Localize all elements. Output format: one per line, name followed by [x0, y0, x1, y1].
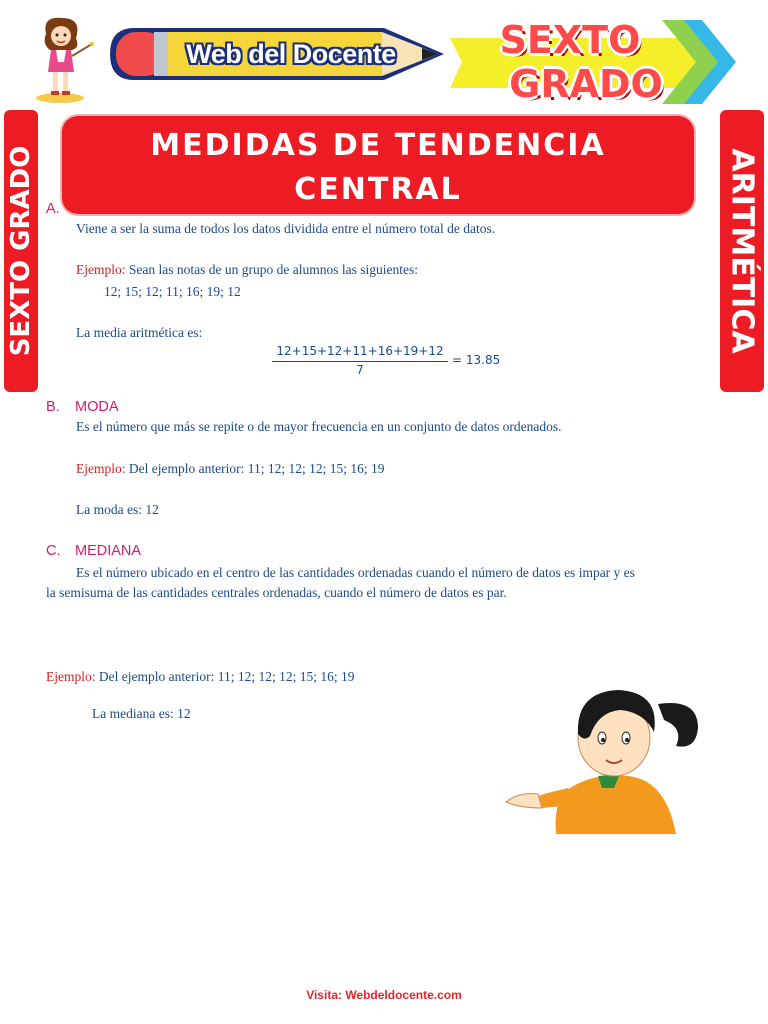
mean-formula — [272, 344, 502, 378]
page-title-line-2: CENTRAL — [294, 172, 462, 207]
section-b-description: Es el número que más se repite o de mayor frecuencia en un conjunto de datos ordenados. — [76, 419, 562, 434]
page-title-line-1: MEDIDAS DE TENDENCIA — [150, 128, 606, 163]
title-box — [62, 116, 694, 214]
section-a-description: Viene a ser la suma de todos los datos dividida entre el número total de datos. — [76, 221, 496, 236]
formula-result: = 13.85 — [452, 353, 501, 367]
section-a-example — [76, 262, 418, 278]
right-side-strip — [720, 110, 764, 392]
example-text: Del ejemplo anterior: 11; 12; 12; 12; 15; 16; 19 — [128, 461, 385, 476]
example-label: Ejemplo: — [46, 669, 96, 684]
banner-line-1: SEXTO — [499, 18, 641, 62]
section-c-description-line-1: Es el número ubicado en el centro de las cantidades ordenadas cuando el número de datos es impar y es — [76, 565, 635, 580]
logo-text: Web del Docente — [186, 39, 396, 69]
left-side-label: SEXTO GRADO — [6, 145, 36, 357]
formula-denominator: 7 — [356, 363, 364, 377]
right-side-label: ARITMÉTICA — [724, 148, 760, 354]
section-c-letter: C. — [46, 543, 61, 559]
section-b-letter: B. — [46, 399, 60, 415]
section-a-result-label: La media aritmética es: — [76, 325, 203, 340]
footer-link[interactable]: Visita: Webdeldocente.com — [306, 988, 462, 1002]
sexto-grado-banner — [440, 16, 740, 106]
example-text: Del ejemplo anterior: 11; 12; 12; 12; 15; 16; 19 — [98, 669, 355, 684]
formula-numerator: 12+15+12+11+16+19+12 — [276, 344, 444, 358]
banner-line-2: GRADO — [509, 62, 663, 106]
section-c-title: MEDIANA — [75, 543, 142, 559]
section-b-example — [76, 461, 384, 477]
example-text: Sean las notas de un grupo de alumnos las siguientes: — [128, 262, 418, 277]
left-side-strip — [4, 110, 38, 392]
section-a-letter: A. — [46, 201, 60, 217]
example-label: Ejemplo: — [76, 461, 126, 476]
section-c-description-line-2: la semisuma de las cantidades centrales ordenadas, cuando el número de datos es par. — [46, 585, 507, 600]
girl-pointing-illustration — [498, 684, 708, 840]
web-del-docente-logo — [104, 22, 450, 86]
example-label: Ejemplo: — [76, 262, 126, 277]
section-a-data-list: 12; 15; 12; 11; 16; 19; 12 — [104, 284, 241, 299]
section-c-example — [46, 669, 354, 685]
fraction-bar — [272, 361, 448, 362]
section-b-title: MODA — [75, 399, 119, 415]
section-c-result: La mediana es: 12 — [92, 706, 191, 721]
teacher-illustration — [36, 14, 100, 104]
section-b-result: La moda es: 12 — [76, 502, 159, 517]
